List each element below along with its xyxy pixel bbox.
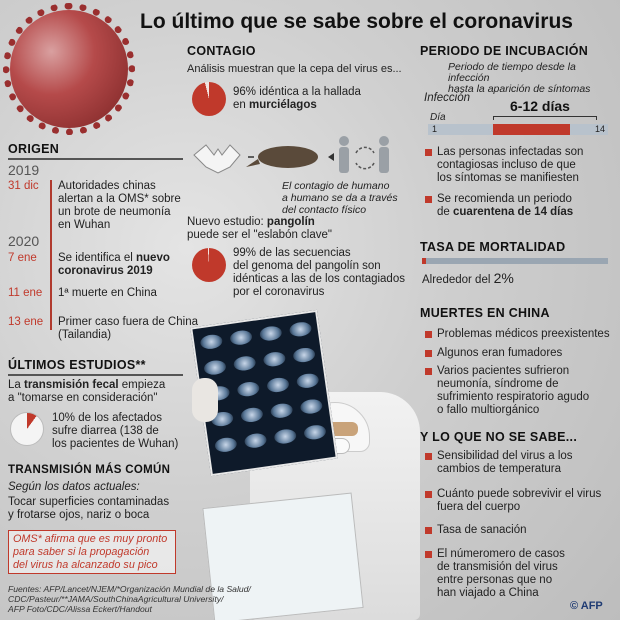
event-13-ene: Primer caso fuera de China (Tailandia): [58, 316, 198, 341]
pangolin-pie-chart: [192, 248, 226, 282]
year-2020: 2020: [8, 233, 40, 249]
mortality-heading: TASA DE MORTALIDAD: [420, 240, 566, 254]
date-13-ene: 13 ene: [8, 316, 44, 328]
date-11-ene: 11 ene: [8, 287, 43, 299]
diarrhea-pie-chart: [10, 412, 44, 446]
contagio-heading: CONTAGIO: [187, 44, 256, 58]
fecal-transmission-text: La transmisión fecal empieza a "tomarse en consideración": [8, 379, 166, 404]
mortality-bar: [422, 258, 608, 264]
human-icon: [339, 147, 349, 173]
infection-label: Infección: [424, 92, 471, 104]
deaths-bullet-2: Algunos eran fumadores: [425, 347, 562, 360]
incubation-bar: [428, 124, 608, 135]
gloved-hand-icon: [192, 378, 218, 422]
origin-underline: [8, 158, 183, 160]
bat-pie-chart: [192, 82, 226, 116]
date-31-dic: 31 dic: [8, 180, 39, 192]
unknown-bullet-3: Tasa de sanación: [425, 524, 527, 537]
bat-icon: [194, 145, 240, 173]
contagion-chain-illustration: [188, 133, 404, 183]
oms-note-text: OMS* afirma que es muy pronto para saber si la propagación del virus ha alcanzado su pico: [13, 533, 168, 571]
studies-underline: [8, 374, 183, 376]
origin-heading: ORIGEN: [8, 142, 60, 156]
timeline-line: [50, 180, 52, 330]
date-7-ene: 7 ene: [8, 252, 37, 264]
incubation-range: 6-12 días: [510, 98, 570, 114]
deaths-bullet-1: Problemas médicos preexistentes: [425, 328, 610, 341]
event-31-dic: Autoridades chinas alertan a la OMS* sobre un brote de neumonía en Wuhan: [58, 180, 181, 231]
human-icon: [379, 147, 389, 173]
transmission-heading: TRANSMISIÓN MÁS COMÚN: [8, 464, 171, 476]
pangolin-stat: 99% de las secuencias del genoma del pangolín son idénticas a las de los contagiados por el coronavirus: [233, 247, 405, 298]
incubation-bullet-2: Se recomienda un periodo de cuarentena de 14 días: [425, 193, 573, 219]
unknown-bullet-4: El númeromero de casos de transmisión del virus entre personas que no han viajado a China: [425, 548, 565, 600]
bar-day-start: 1: [432, 124, 438, 134]
oms-note-box: [8, 530, 176, 574]
bar-day-end: 14: [594, 124, 605, 134]
incubation-bullet-1: Las personas infectadas son contagiosas incluso de que los síntomas se manifiesten: [425, 146, 583, 185]
year-2019: 2019: [8, 162, 40, 178]
event-7-ene: Se identifica el nuevo coronavirus 2019: [58, 252, 170, 277]
pangolin-icon: [258, 146, 318, 168]
human-contagion-note: El contagio de humano a humano se da a través del contacto físico: [282, 180, 398, 216]
transmission-text: Tocar superficies contaminadas y frotarse ojos, nariz o boca: [8, 496, 170, 521]
incubation-heading: PERIODO DE INCUBACIÓN: [420, 44, 589, 58]
incubation-bar-range: [493, 124, 570, 135]
incubation-note: Periodo de tiempo desde la infección hasta la aparición de síntomas: [448, 61, 591, 95]
pangolin-study-note: Nuevo estudio: pangolín puede ser el "eslabón clave": [187, 216, 332, 241]
contagio-intro: Análisis muestran que la cepa del virus es...: [187, 63, 402, 75]
studies-heading: ÚLTIMOS ESTUDIOS**: [8, 358, 146, 372]
unknown-heading: Y LO QUE NO SE SABE...: [420, 430, 578, 444]
deaths-bullet-3: Varios pacientes sufrieron neumonía, síndrome de sufrimiento respiratorio agudo o fallo multiorgánico: [425, 365, 589, 417]
day-label: Día: [430, 112, 446, 123]
page-title: Lo último que se sabe sobre el coronavirus: [140, 10, 573, 33]
coronavirus-illustration: [10, 10, 128, 128]
unknown-bullet-1: Sensibilidad del virus a los cambios de temperatura: [425, 450, 573, 476]
unknown-bullet-2: Cuánto puede sobrevivir el virus fuera del cuerpo: [425, 488, 601, 514]
sources-text: Fuentes: AFP/Lancet/NJEM/*Organización Mundial de la Salud/ CDC/Pasteur/**JAMA/SouthChinaAgricultural University/ AFP Foto/CDC/Alissa Eckert/Handout: [8, 584, 251, 614]
diarrhea-stat: 10% de los afectados sufre diarrea (138 de los pacientes de Wuhan): [52, 412, 179, 450]
event-11-ene: 1ª muerte en China: [58, 287, 157, 299]
mortality-value: Alrededor del 2%: [422, 270, 514, 286]
mortality-bar-fill: [422, 258, 426, 264]
deaths-heading: MUERTES EN CHINA: [420, 306, 550, 320]
transmission-sub: Según los datos actuales:: [8, 481, 140, 493]
bat-stat: 96% idéntica a la hallada en murciélagos: [233, 86, 361, 111]
afp-logo: © AFP: [570, 600, 603, 612]
range-bracket: [493, 116, 597, 120]
